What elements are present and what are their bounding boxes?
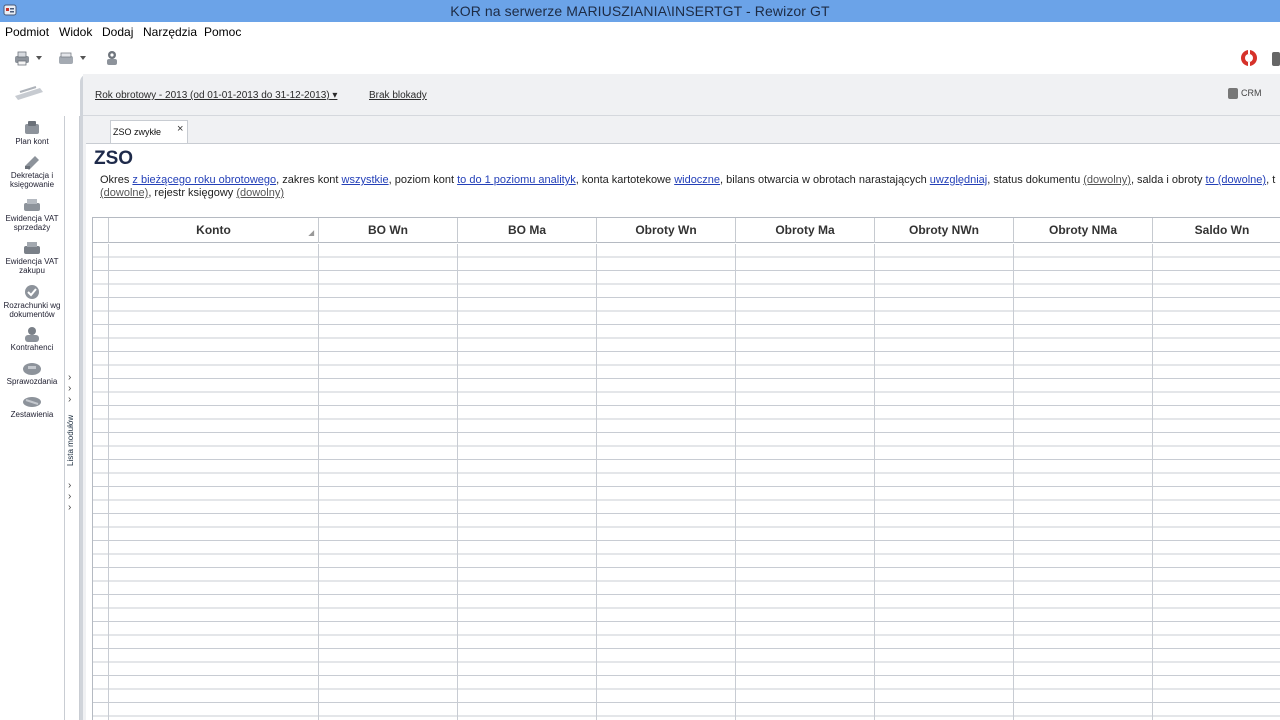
column-divider (457, 244, 458, 720)
chevron-right-icon: › (68, 480, 72, 491)
crm-button[interactable]: CRM (1228, 88, 1262, 99)
sidebar-item-vat-zakupu[interactable]: Ewidencja VAT zakupu (0, 240, 64, 275)
row-selector-header[interactable] (93, 218, 109, 243)
sidebar-item-rozrachunki[interactable]: Rozrachunki wg dokumentów (0, 284, 64, 319)
window-title: KOR na serwerze MARIUSZIANIA\INSERTGT - Rewizor GT (450, 3, 830, 19)
toolbar (0, 42, 1280, 74)
notification-icon[interactable] (1272, 52, 1280, 66)
column-header-bo-ma[interactable]: BO Ma (458, 218, 597, 243)
column-header-obroty-ma[interactable]: Obroty Ma (736, 218, 875, 243)
menu-podmiot[interactable]: Podmiot (5, 25, 50, 39)
filter-description: Okres z bieżącego roku obrotowego, zakres kont wszystkie, poziom kont to do 1 poziomu analityk, konta kartotekowe widoczne, bilans otwarcia w obrotach narastających uwzględniaj, status dokumentu (dowolny), salda i obroty to (dowolne), t (dowolne), rejestr księgowy (dowolny) (100, 174, 1276, 199)
vat-sales-icon (22, 197, 42, 213)
sidebar-item-sprawozdania[interactable]: Sprawozdania (0, 360, 64, 386)
print-icon[interactable] (12, 48, 32, 68)
settlements-icon (22, 284, 42, 300)
grid-rows[interactable] (93, 244, 1280, 720)
register-link[interactable]: (dowolny) (236, 187, 285, 199)
column-divider (596, 244, 597, 720)
menu-dodaj[interactable]: Dodaj (102, 25, 134, 39)
crm-icon (1228, 88, 1238, 99)
tab-close-icon[interactable]: × (177, 123, 184, 135)
tab-zso-zwykle[interactable] (110, 120, 188, 144)
account-level-link[interactable]: to do 1 poziomu analityk (457, 174, 576, 186)
card-accounts-link[interactable]: widoczne (674, 174, 721, 186)
column-divider (1013, 244, 1014, 720)
print-dropdown-chevron-icon[interactable] (36, 56, 42, 60)
chevron-right-icon: › (68, 394, 72, 405)
chart-of-accounts-icon (22, 120, 42, 136)
menu-narzedzia[interactable]: Narzędzia (143, 25, 198, 39)
lifebuoy-help-icon[interactable] (1239, 48, 1259, 68)
chevron-right-icon: › (68, 372, 72, 383)
period-link[interactable]: z bieżącego roku obrotowego (132, 174, 277, 186)
module-list-strip[interactable] (64, 116, 80, 720)
chevron-right-icon: › (68, 502, 72, 513)
balances-link[interactable]: to (dowolne) (1205, 174, 1267, 186)
column-divider (108, 244, 109, 720)
posting-icon (22, 154, 42, 170)
statements-icon (22, 393, 42, 409)
menu-pomoc[interactable]: Pomoc (204, 25, 242, 39)
module-sidebar (0, 74, 64, 720)
data-grid[interactable] (92, 217, 1280, 720)
sidebar-item-dekretacja[interactable]: Dekretacja i księgowanie (0, 154, 64, 189)
column-divider (874, 244, 875, 720)
column-divider (318, 244, 319, 720)
sidebar-item-plan-kont[interactable]: Plan kont (0, 120, 64, 146)
context-bar (83, 74, 1280, 116)
document-status-link[interactable]: (dowolny) (1083, 174, 1131, 186)
vat-purchase-icon (22, 240, 42, 256)
column-header-obroty-wn[interactable]: Obroty Wn (597, 218, 736, 243)
grid-header (93, 218, 1280, 243)
chevron-right-icon: › (68, 491, 72, 502)
column-header-obroty-nma[interactable]: Obroty NMa (1014, 218, 1153, 243)
sidebar-item-vat-sprzedazy[interactable]: Ewidencja VAT sprzedaży (0, 197, 64, 232)
title-bar (0, 0, 1280, 22)
column-header-konto[interactable]: Konto ◢ (109, 218, 319, 243)
reports-icon (22, 360, 42, 376)
column-divider (1152, 244, 1153, 720)
sidebar-item-zestawienia[interactable]: Zestawienia (0, 393, 64, 419)
sort-indicator-icon: ◢ (308, 230, 314, 237)
menu-bar (0, 22, 1280, 42)
module-list-label: Lista modułów (66, 414, 75, 466)
lock-status-link[interactable]: Brak blokady (369, 90, 427, 101)
chevron-right-icon: › (68, 383, 72, 394)
page-title: ZSO (94, 148, 134, 169)
additional-filter-link[interactable]: (dowolne) (100, 187, 149, 199)
column-header-obroty-nwn[interactable]: Obroty NWn (875, 218, 1014, 243)
menu-widok[interactable]: Widok (59, 25, 93, 39)
opening-balance-link[interactable]: uwzględniaj (929, 174, 988, 186)
settings-icon[interactable] (102, 48, 122, 68)
export-icon[interactable] (56, 48, 76, 68)
tab-label: ZSO zwykłe (113, 127, 162, 137)
column-divider (735, 244, 736, 720)
contractors-icon (22, 326, 42, 342)
export-dropdown-chevron-icon[interactable] (80, 56, 86, 60)
account-range-link[interactable]: wszystkie (341, 174, 389, 186)
sidebar-item-kontrahenci[interactable]: Kontrahenci (0, 326, 64, 352)
sidebar-logo-icon (12, 82, 46, 102)
column-header-bo-wn[interactable]: BO Wn (319, 218, 458, 243)
fiscal-year-selector[interactable]: Rok obrotowy - 2013 (od 01-01-2013 do 31-12-2013) ▾ (95, 90, 338, 101)
column-header-saldo-wn[interactable]: Saldo Wn (1153, 218, 1280, 243)
